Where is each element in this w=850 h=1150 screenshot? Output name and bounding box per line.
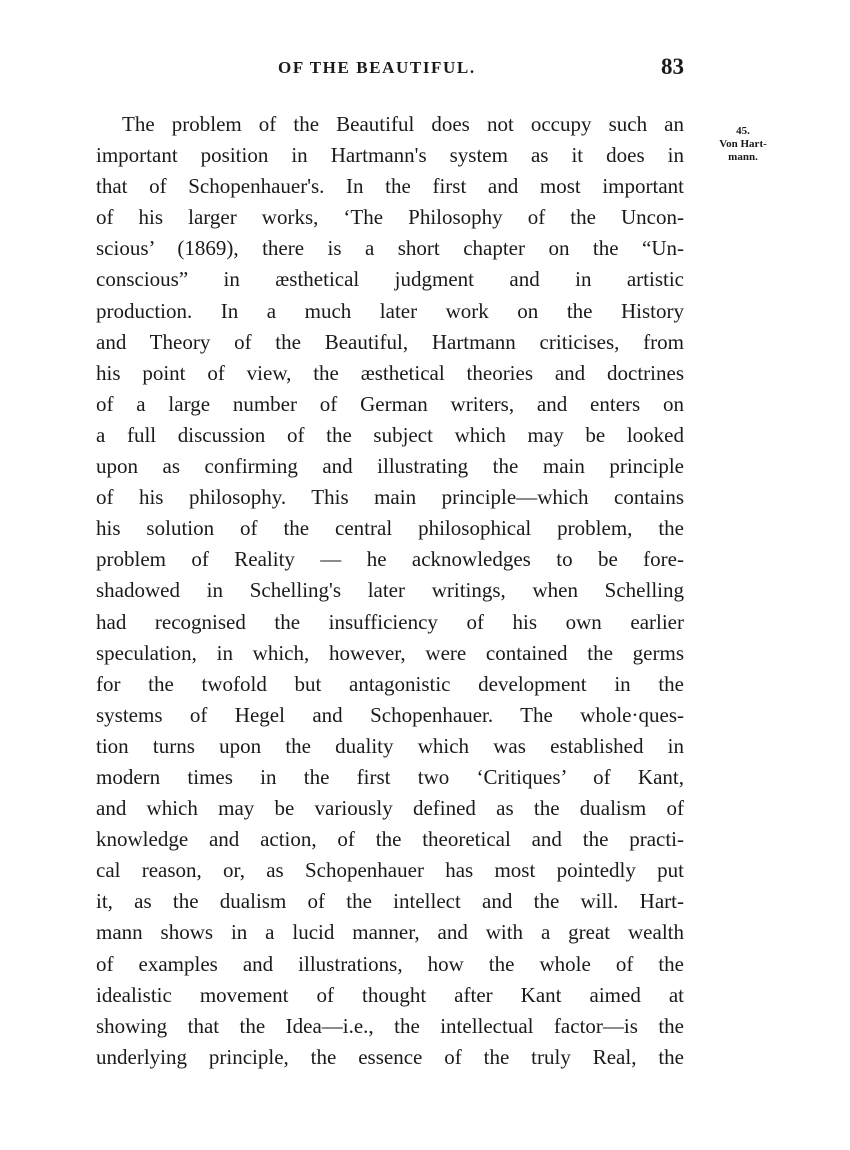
text-line: and which may be variously defined as the dualism of <box>96 796 684 821</box>
text-line: underlying principle, the essence of the truly Real, the <box>96 1044 684 1069</box>
text-line: of examples and illustrations, how the whole of the <box>96 951 684 976</box>
text-line: of a large number of German writers, and enters on <box>96 391 684 416</box>
text-line: scious’ (1869), there is a short chapter on the “Un- <box>96 236 684 261</box>
text-line: important position in Hartmann's system as it does in <box>96 143 684 168</box>
text-line: modern times in the first two ‘Critiques’ of Kant, <box>96 764 684 789</box>
text-line: his point of view, the æsthetical theories and doctrines <box>96 360 684 385</box>
text-line: his solution of the central philosophical problem, the <box>96 516 684 541</box>
margin-note-line2: mann. <box>728 151 758 163</box>
text-line: idealistic movement of thought after Kant aimed at <box>96 982 684 1007</box>
text-line: and Theory of the Beautiful, Hartmann criticises, from <box>96 329 684 354</box>
margin-note <box>708 125 778 164</box>
text-line: The problem of the Beautiful does not occupy such an <box>122 112 684 136</box>
text-line: speculation, in which, however, were contained the germs <box>96 640 684 665</box>
text-line: it, as the dualism of the intellect and the will. Hart- <box>96 889 684 914</box>
text-line: had recognised the insufficiency of his own earlier <box>96 609 684 634</box>
text-line: cal reason, or, as Schopenhauer has most pointedly put <box>96 858 684 883</box>
text-line: knowledge and action, of the theoretical and the practi- <box>96 827 684 852</box>
text-line: upon as confirming and illustrating the main principle <box>96 454 684 479</box>
text-line: tion turns upon the duality which was established in <box>96 733 684 758</box>
margin-note-number: 45. <box>736 125 750 137</box>
text-line: that of Schopenhauer's. In the first and most important <box>96 174 684 199</box>
running-head <box>96 54 684 88</box>
text-line: production. In a much later work on the History <box>96 298 684 323</box>
text-line: systems of Hegel and Schopenhauer. The whole·ques- <box>96 702 684 727</box>
text-line: shadowed in Schelling's later writings, when Schelling <box>96 578 684 603</box>
text-line: of his larger works, ‘The Philosophy of the Uncon- <box>96 205 684 230</box>
margin-note-line1: Von Hart- <box>719 138 767 150</box>
text-line: problem of Reality — he acknowledges to be fore- <box>96 547 684 572</box>
body-text <box>96 109 684 1073</box>
text-line: a full discussion of the subject which may be looked <box>96 422 684 447</box>
text-line: conscious” in æsthetical judgment and in artistic <box>96 267 684 292</box>
running-title: OF THE BEAUTIFUL. <box>278 58 476 77</box>
page-number: 83 <box>661 54 684 79</box>
text-line: showing that the Idea—i.e., the intellectual factor—is the <box>96 1013 684 1038</box>
text-line: of his philosophy. This main principle—which contains <box>96 485 684 510</box>
text-line: mann shows in a lucid manner, and with a great wealth <box>96 920 684 945</box>
text-line: for the twofold but antagonistic development in the <box>96 671 684 696</box>
